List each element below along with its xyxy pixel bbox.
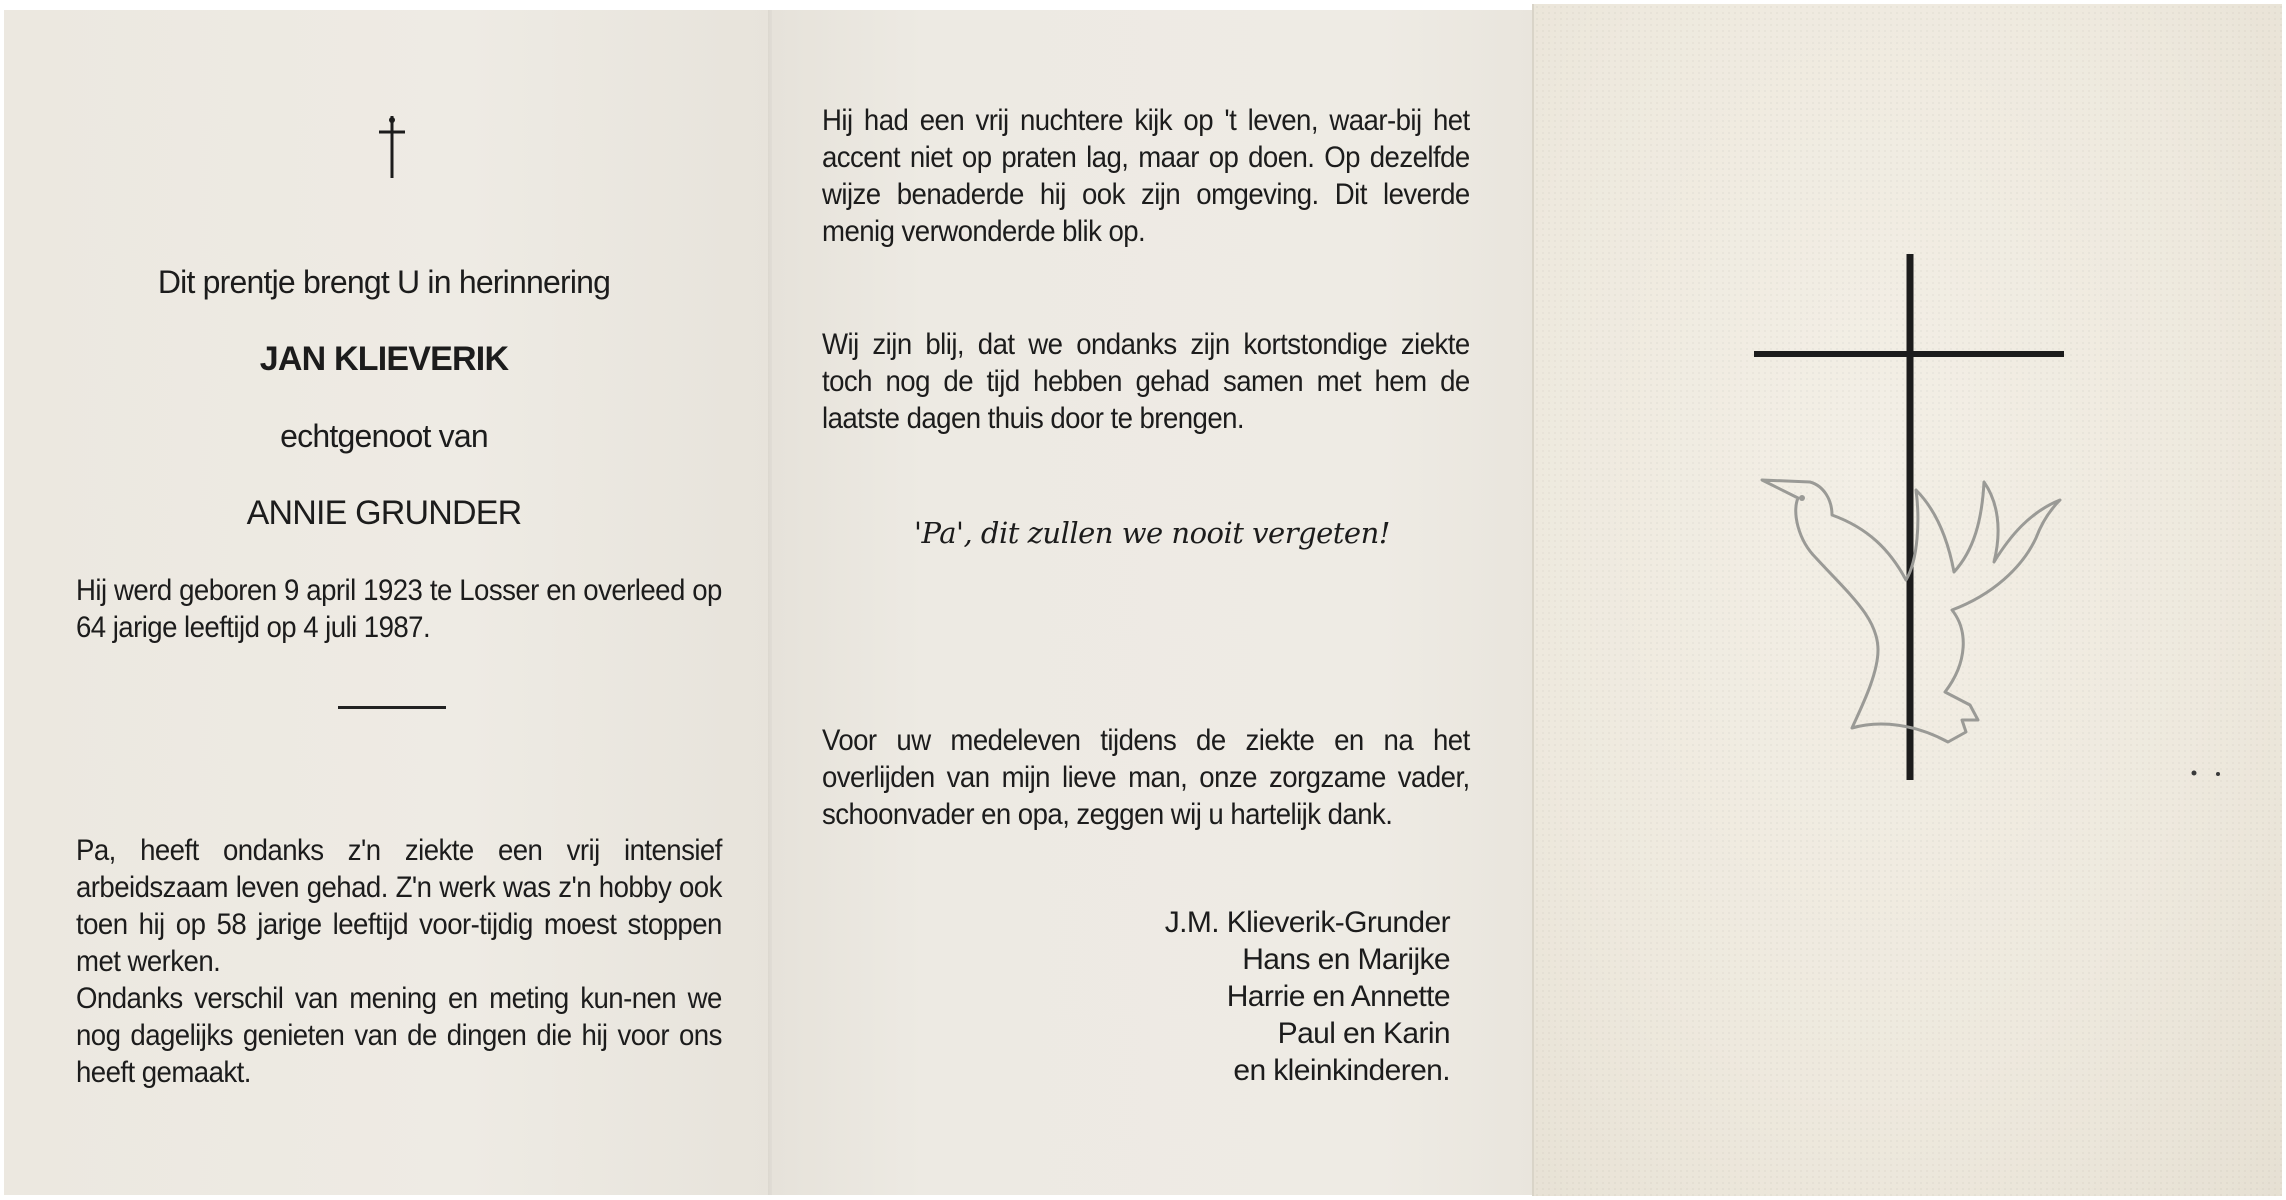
life-text xyxy=(76,832,722,1091)
signature-line: Hans en Marijke xyxy=(1242,943,1450,976)
signature-line: J.M. Klieverik-Grunder xyxy=(1164,906,1450,939)
divider-line xyxy=(338,706,446,709)
life-text-part-2: Ondanks verschil van mening en meting kun-nen we nog dagelijks genieten van de dingen die hij voor ons heeft gemaakt. xyxy=(76,982,722,1089)
character-paragraph: Hij had een vrij nuchtere kijk op 't leven, waar-bij het accent niet op praten lag, maar op doen. Op dezelfde wijze benaderde hij ook zijn omgeving. Dit leverde menig verwonderde blik op. xyxy=(822,104,1470,248)
birth-death-text: Hij werd geboren 9 april 1923 te Losser en overleed op 64 jarige leeftijd op 4 juli 1987. xyxy=(76,574,722,644)
cross-with-dove-icon xyxy=(1740,250,2100,790)
deceased-name: JAN KLIEVERIK xyxy=(259,340,509,378)
signature-line: Paul en Karin xyxy=(1277,1017,1450,1050)
signature-line: en kleinkinderen. xyxy=(1233,1054,1450,1087)
signatures xyxy=(1050,904,1450,1089)
illness-paragraph: Wij zijn blij, dat we ondanks zijn kortstondige ziekte toch nog de tijd hebben gehad samen met hem de laatste dagen thuis door te brengen. xyxy=(822,328,1470,435)
life-text-part-1: Pa, heeft ondanks z'n ziekte een vrij intensief arbeidszaam leven gehad. Z'n werk was z'n hobby ook toen hij op 58 jarige leeftijd voor-tijdig moest stoppen met werken. xyxy=(76,834,722,978)
thanks-paragraph: Voor uw medeleven tijdens de ziekte en na het overlijden van mijn lieve man, onze zorgzame vader, schoonvader en opa, zeggen wij u hartelijk dank. xyxy=(822,724,1470,831)
intro-text: Dit prentje brengt U in herinnering xyxy=(157,264,611,300)
quote-text: 'Pa', dit zullen we nooit vergeten! xyxy=(914,516,1390,550)
spouse-name: ANNIE GRUNDER xyxy=(246,494,522,532)
spouse-label: echtgenoot van xyxy=(280,418,488,454)
signature-line: Harrie en Annette xyxy=(1226,980,1450,1013)
speck-marks xyxy=(2190,766,2230,780)
small-cross-icon xyxy=(376,114,408,180)
